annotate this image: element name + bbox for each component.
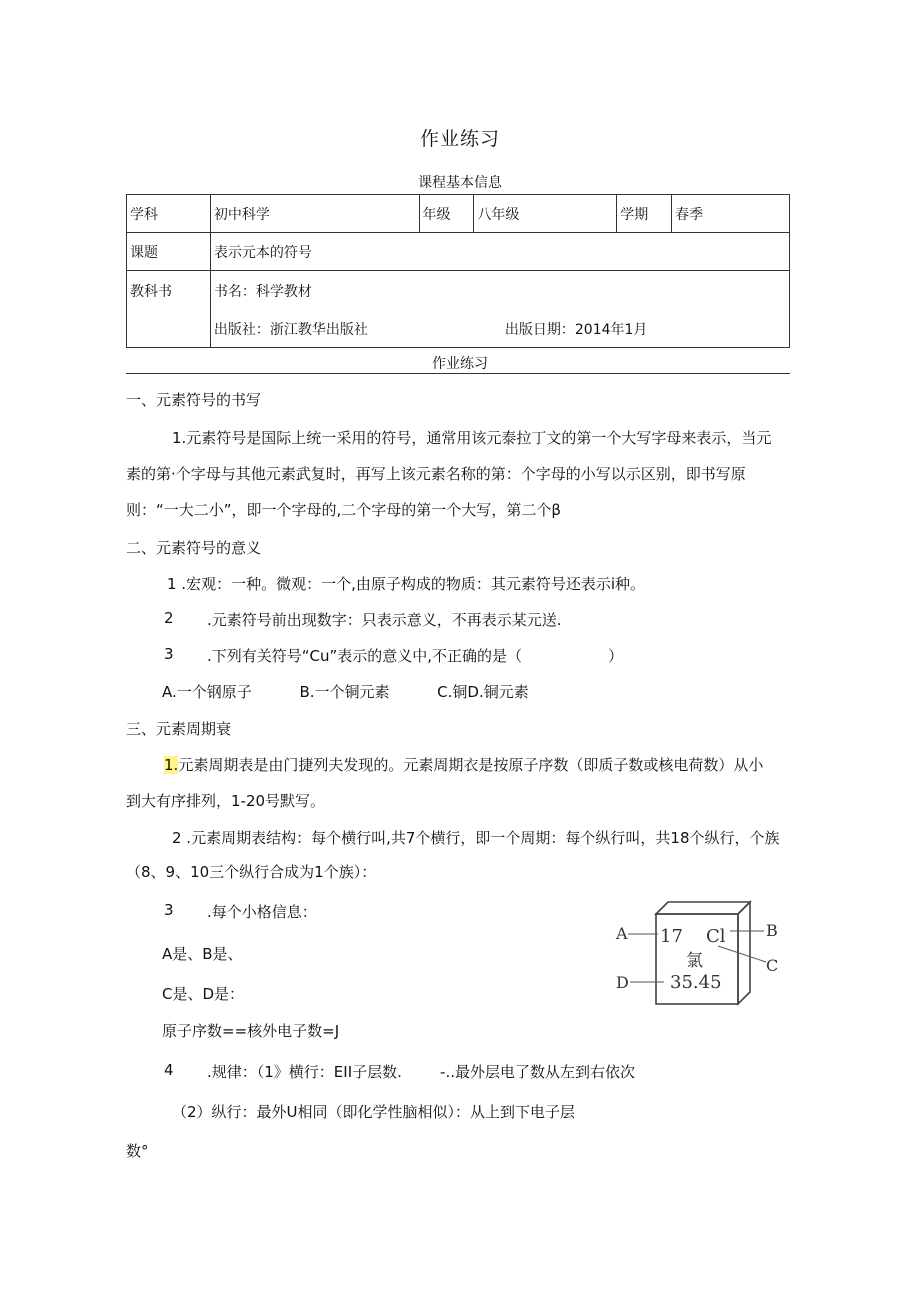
homework-section-label: 作业练习 bbox=[432, 356, 488, 372]
topic-value: 表示元本的符号 bbox=[210, 233, 789, 271]
topic-label: 课题 bbox=[127, 233, 211, 271]
label-c: C bbox=[766, 956, 779, 975]
section2-heading: 二、元素符号的意义 bbox=[126, 539, 262, 557]
section3-item1-number: 1. bbox=[164, 756, 179, 774]
section1-paragraph-line3: 则：“一大二小”，即一个字母的,二个字母的第一个大写，第二个β bbox=[126, 501, 561, 519]
section3-item4-tail: 数° bbox=[126, 1142, 149, 1160]
term-label: 学期 bbox=[617, 195, 672, 233]
course-info-heading: 课程基本信息 bbox=[418, 175, 502, 191]
term-value: 春季 bbox=[672, 195, 790, 233]
section3-item2-line1: 2 .元素周期表结构：每个横行叫,共7个横行，即一个周期：每个纵行叫，共18个纵行，个族 bbox=[172, 829, 780, 847]
subject-value: 初中科学 bbox=[210, 195, 419, 233]
section3-item1-text: 元素周期表是由门捷列夫发现的。元素周期衣是按原子序数（即质子数或核电荷数）从小 bbox=[178, 756, 764, 774]
section3-heading: 三、元素周期衰 bbox=[126, 720, 232, 738]
label-d: D bbox=[616, 973, 629, 992]
grade-label: 年级 bbox=[419, 195, 474, 233]
subject-label: 学科 bbox=[127, 195, 211, 233]
course-info-table bbox=[126, 194, 790, 348]
section2-item3-question bbox=[207, 645, 623, 666]
section1-paragraph-line1: 1.元素符号是国际上统一采用的符号，通常用该元泰拉丁文的第一个大写字母来表示，当元 bbox=[172, 429, 772, 447]
section-divider bbox=[126, 373, 790, 374]
section3-item4-part2: （2）纵行：最外U相同（即化学性脑相似）：从上到下电子层 bbox=[172, 1103, 576, 1121]
section2-item2-number: 2 bbox=[164, 609, 174, 627]
atomic-mass: 35.45 bbox=[670, 972, 722, 993]
section3-item1-line2: 到大有序排列，1-20号默写。 bbox=[126, 792, 326, 810]
textbook-pub-date: 出版日期：2014年1月 bbox=[504, 322, 648, 338]
page-title: 作业练习 bbox=[419, 128, 500, 150]
label-b: B bbox=[766, 921, 778, 940]
section2-item3-options: A.一个钢原子 B.一个铜元素 C.铜D.铜元素 bbox=[162, 683, 529, 701]
pointer-c bbox=[718, 946, 766, 962]
section2-item1: 1 .宏观：一种。微观：一个,由原子构成的物质：其元素符号还表示i种。 bbox=[167, 575, 646, 593]
section2-item3-text: .下列有关符号“Cu”表示的意义中,不正确的是（ bbox=[207, 647, 523, 665]
cell-top-face bbox=[656, 902, 750, 914]
label-a: A bbox=[616, 924, 628, 943]
element-name: 氯 bbox=[686, 951, 703, 971]
section3-item4-number: 4 bbox=[164, 1061, 174, 1079]
textbook-name: 书名：科学教材 bbox=[213, 284, 312, 300]
textbook-label: 教科书 bbox=[127, 271, 211, 348]
section1-heading: 一、元素符号的书写 bbox=[126, 391, 262, 409]
section1-paragraph-line2: 素的第·个字母与其他元素武复时，再写上该元素名称的第：个字母的小写以示区别，即书写原 bbox=[126, 465, 746, 483]
section2-item3-close: ） bbox=[608, 647, 624, 665]
section3-item3: .每个小格信息： bbox=[207, 903, 317, 921]
section3-ab-line: A是、B是、 bbox=[162, 945, 243, 963]
section2-item3-number: 3 bbox=[164, 645, 174, 663]
section3-item2-line2: （8、9、10三个纵行合成为1个族）： bbox=[126, 863, 377, 881]
textbook-cell bbox=[210, 271, 789, 348]
element-cell-diagram bbox=[608, 896, 788, 1006]
section3-item3-number: 3 bbox=[164, 901, 174, 919]
element-symbol: Cl bbox=[706, 926, 726, 947]
grade-value: 八年级 bbox=[474, 195, 617, 233]
section3-cd-line: C是、D是： bbox=[162, 985, 245, 1003]
section3-item4: .规律：（1》横行：EII子层数. -..最外层电了数从左到右依次 bbox=[207, 1063, 636, 1081]
atomic-number: 17 bbox=[660, 926, 683, 947]
section3-equation: 原子序数==核外电子数=J bbox=[162, 1022, 340, 1040]
section3-item1-line1 bbox=[164, 754, 763, 775]
section2-item2: .元素符号前出现数字：只表示意义，不再表示某元送. bbox=[207, 611, 562, 629]
textbook-publisher: 出版社：浙江教华出版社 bbox=[213, 322, 368, 338]
